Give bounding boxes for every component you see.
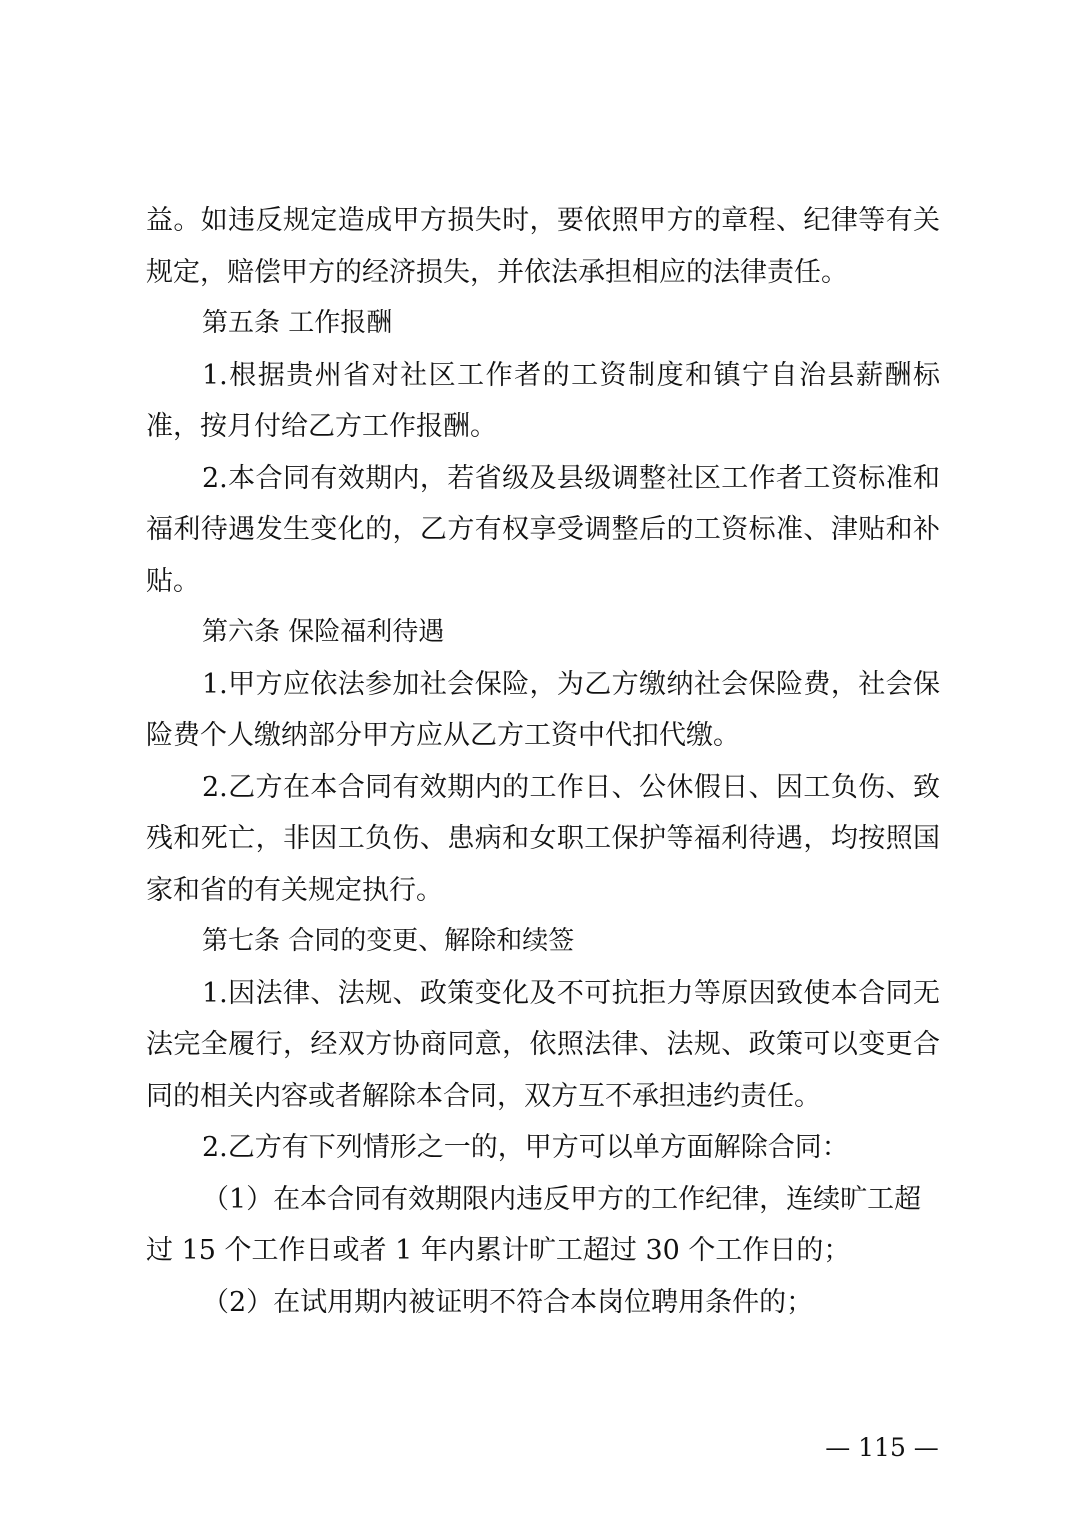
article-5-clause-2: 2.本合同有效期内，若省级及县级调整社区工作者工资标准和福利待遇发生变化的，乙方有权享受调整后的工资标准、津贴和补贴。	[146, 462, 940, 597]
article-7-clause-2-item-2: （2）在试用期内被证明不符合本岗位聘用条件的；	[202, 1286, 814, 1318]
article-7-clause-1: 1.因法律、法规、政策变化及不可抗拒力等原因致使本合同无法完全履行，经双方协商同意，依照法律、法规、政策可以变更合同的相关内容或者解除本合同，双方互不承担违约责任。	[146, 977, 940, 1112]
paragraph-continuation: 益。如违反规定造成甲方损失时，要依照甲方的章程、纪律等有关规定，赔偿甲方的经济损失，并依法承担相应的法律责任。	[146, 205, 940, 288]
article-6-clause-1: 1.甲方应依法参加社会保险，为乙方缴纳社会保险费，社会保险费个人缴纳部分甲方应从乙方工资中代扣代缴。	[146, 668, 940, 751]
document-body	[146, 195, 940, 1328]
article-5-heading: 第五条 工作报酬	[202, 308, 393, 338]
article-6-clause-2: 2.乙方在本合同有效期内的工作日、公休假日、因工负伤、致残和死亡，非因工负伤、患病和女职工保护等福利待遇，均按照国家和省的有关规定执行。	[146, 771, 940, 906]
page-number: — 115 —	[825, 1433, 939, 1462]
article-7-clause-2-item-1: （1）在本合同有效期限内违反甲方的工作纪律，连续旷工超过 15 个工作日或者 1 年内累计旷工超过 30 个工作日的；	[146, 1183, 922, 1266]
article-7-heading: 第七条 合同的变更、解除和续签	[202, 926, 575, 956]
article-5-clause-1: 1.根据贵州省对社区工作者的工资制度和镇宁自治县薪酬标准，按月付给乙方工作报酬。	[146, 359, 940, 442]
article-7-clause-2: 2.乙方有下列情形之一的，甲方可以单方面解除合同：	[202, 1132, 849, 1163]
article-6-heading: 第六条 保险福利待遇	[202, 617, 445, 647]
